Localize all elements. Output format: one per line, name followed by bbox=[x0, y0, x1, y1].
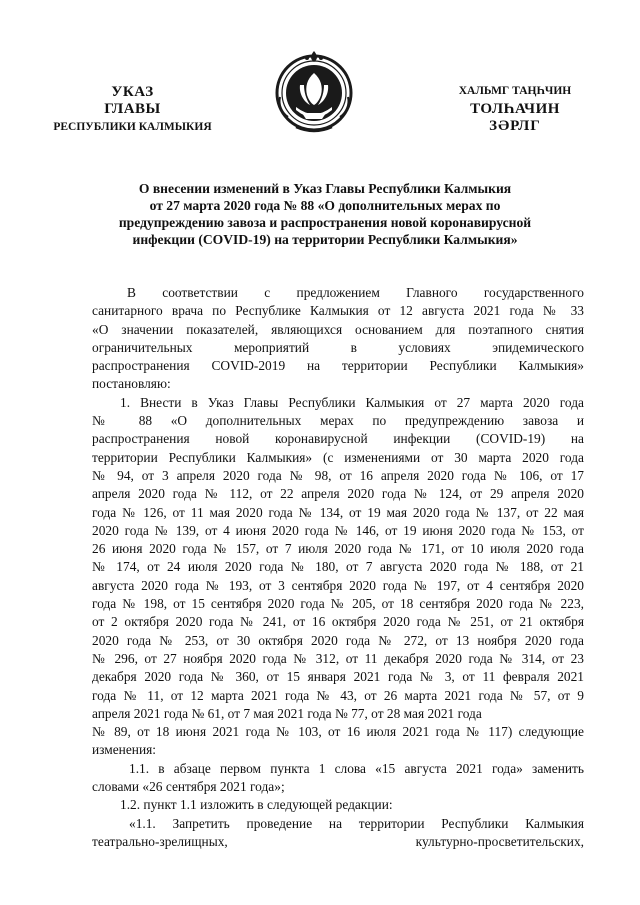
body-line: года № 198, от 15 сентября 2020 года № 205, от 18 сентября 2020 года № 223, bbox=[92, 596, 584, 612]
body-line: апреля 2020 года № 112, от 22 апреля 2020 года № 124, от 29 апреля 2020 bbox=[92, 486, 584, 502]
title-line: от 27 марта 2020 года № 88 «О дополнительных мерах по bbox=[149, 198, 501, 213]
header-left-line-1: УКАЗ bbox=[111, 84, 154, 100]
body-line: августа 2020 года № 193, от 3 сентября 2020 года № 197, от 4 сентября 2020 bbox=[92, 577, 584, 593]
body-line: от 2 октября 2020 года № 241, от 16 октября 2020 года № 251, от 21 октября bbox=[92, 614, 584, 630]
body-line: 26 июня 2020 года № 157, от 7 июля 2020 года № 171, от 10 июля 2020 года bbox=[92, 541, 584, 557]
header-left-block bbox=[40, 84, 225, 135]
body-line: «О значении показателей, являющихся основанием для поэтапного снятия bbox=[92, 321, 584, 337]
title-line: инфекции (COVID-19) на территории Республики Калмыкия» bbox=[132, 232, 518, 247]
title-line: предупреждению завоза и распространения новой коронавирусной bbox=[118, 215, 532, 230]
body-line: распространения новой коронавирусной инфекции (COVID-19) на bbox=[92, 431, 584, 447]
body-line: территории Республики Калмыкия» (с изменениями от 30 марта 2020 года bbox=[92, 449, 584, 465]
header-right-line-2: ТОЛҺАЧИН bbox=[470, 101, 560, 117]
coat-of-arms-emblem-icon bbox=[274, 49, 354, 134]
body-line: года № 126, от 11 мая 2020 года № 134, от 19 мая 2020 года № 137, от 22 мая bbox=[92, 504, 584, 520]
title-line: О внесении изменений в Указ Главы Республики Калмыкия bbox=[138, 181, 512, 196]
body-line: 2020 года № 139, от 4 июня 2020 года № 146, от 19 июня 2020 года № 153, от bbox=[92, 522, 584, 538]
body-line: 1.2. пункт 1.1 изложить в следующей редакции: bbox=[120, 797, 393, 813]
body-line: апреля 2021 года № 61, от 7 мая 2021 года № 77, от 28 мая 2021 года bbox=[92, 705, 482, 721]
body-line: «1.1. Запретить проведение на территории Республики Калмыкия bbox=[129, 815, 584, 831]
body-line: санитарного врача по Республике Калмыкия от 12 августа 2021 года № 33 bbox=[92, 303, 584, 319]
body-line: ограничительных мероприятий в условиях эпидемического bbox=[92, 339, 584, 355]
document-body bbox=[92, 284, 584, 851]
body-line: года № 11, от 12 марта 2021 года № 43, от 26 марта 2021 года № 57, от 9 bbox=[92, 687, 584, 703]
body-line: № 88 «О дополнительных мерах по предупреждению завоза и bbox=[92, 413, 584, 429]
header-left-line-3: РЕСПУБЛИКИ КАЛМЫКИЯ bbox=[53, 121, 212, 133]
body-line: 2020 года № 253, от 30 октября 2020 года № 272, от 13 ноября 2020 года bbox=[92, 632, 584, 648]
body-line: 1. Внести в Указ Главы Республики Калмыкия от 27 марта 2020 года bbox=[120, 394, 584, 410]
body-line: театрально-зрелищных, культурно-просветительских, bbox=[92, 833, 584, 849]
body-line: словами «26 сентября 2021 года»; bbox=[92, 779, 285, 795]
header-right-block bbox=[440, 84, 590, 135]
body-line: постановляю: bbox=[92, 376, 171, 392]
body-line: № 94, от 3 апреля 2020 года № 98, от 16 апреля 2020 года № 106, от 17 bbox=[92, 467, 584, 483]
body-line: 1.1. в абзаце первом пункта 1 слова «15 августа 2021 года» заменить bbox=[129, 760, 584, 776]
header-right-line-3: ЗӘРЛГ bbox=[489, 118, 541, 134]
body-line: В соответствии с предложением Главного государственного bbox=[127, 285, 584, 300]
body-line: № 174, от 24 июля 2020 года № 180, от 7 августа 2020 года № 188, от 21 bbox=[92, 559, 584, 575]
header-right-line-1: ХАЛЬМГ ТАҢҺЧИН bbox=[458, 85, 572, 97]
body-line: № 296, от 27 ноября 2020 года № 312, от 11 декабря 2020 года № 314, от 23 bbox=[92, 650, 584, 666]
body-line: распространения COVID-2019 на территории Республики Калмыкия» bbox=[92, 358, 584, 374]
header-left-line-2: ГЛАВЫ bbox=[104, 101, 161, 117]
body-line: декабря 2020 года № 360, от 15 января 2021 года № 3, от 11 февраля 2021 bbox=[92, 669, 584, 685]
body-line: № 89, от 18 июня 2021 года № 103, от 16 июля 2021 года № 117) следующие bbox=[92, 724, 584, 740]
document-title bbox=[60, 180, 590, 248]
body-line: изменения: bbox=[92, 742, 157, 758]
